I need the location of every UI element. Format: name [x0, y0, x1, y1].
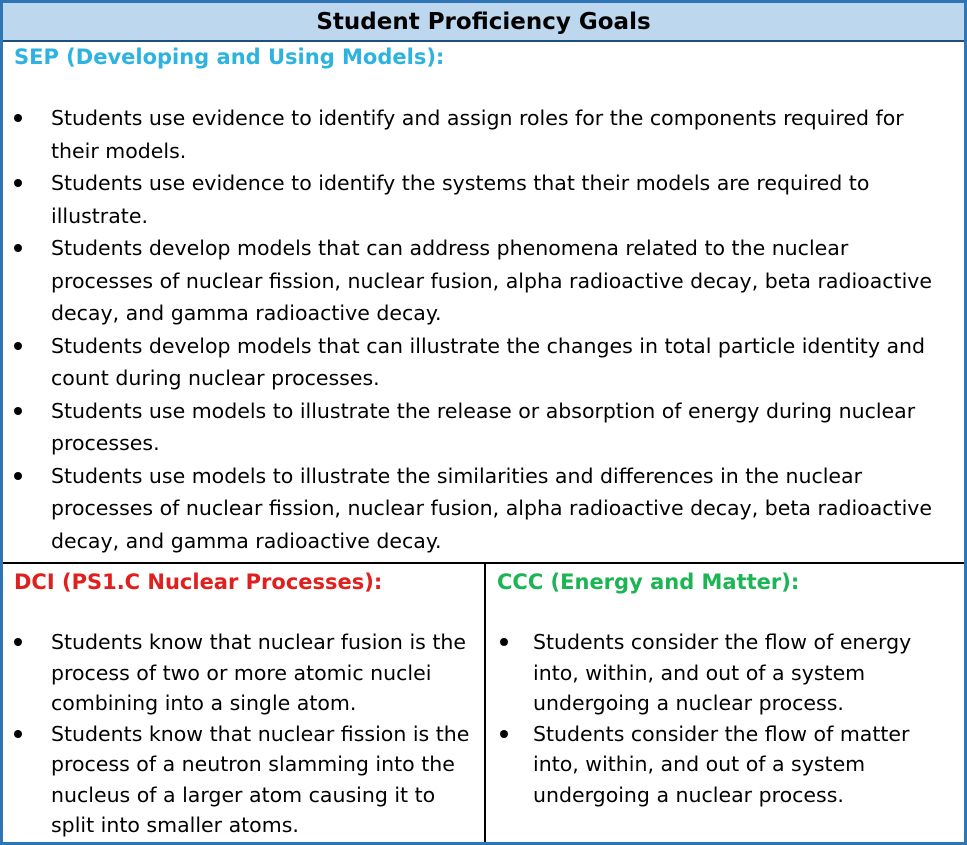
- list-item: [14, 102, 954, 167]
- list-item-text: Students consider the flow of matter into, within, and out of a system undergoing a nuclear process.: [533, 721, 910, 807]
- ccc-list: [497, 627, 957, 810]
- bullet-icon: [14, 638, 22, 646]
- list-item-text: Students use evidence to identify and assign roles for the components required for their models.: [51, 106, 904, 163]
- list-item-text: Students know that nuclear fission is the process of a neutron slamming into the nucleus of a larger atom causing it to split into smaller atoms.: [51, 721, 470, 837]
- ccc-heading: CCC (Energy and Matter):: [497, 570, 800, 594]
- list-item-text: Students use evidence to identify the systems that their models are required to illustrate.: [51, 171, 870, 228]
- sep-heading: SEP (Developing and Using Models):: [14, 45, 445, 69]
- bullet-icon: [14, 342, 22, 350]
- list-item: [497, 719, 957, 811]
- dci-heading: DCI (PS1.C Nuclear Processes):: [14, 570, 383, 594]
- bullet-icon: [14, 472, 22, 480]
- bullet-icon: [14, 179, 22, 187]
- list-item-text: Students develop models that can address phenomena related to the nuclear processes of nuclear fission, nuclear fusion, alpha radioactive decay, beta radioactive decay, and gamma radioactive decay.: [51, 236, 933, 325]
- list-item: [497, 627, 957, 719]
- bullet-icon: [500, 730, 508, 738]
- bullet-icon: [14, 407, 22, 415]
- bullet-icon: [14, 244, 22, 252]
- list-item-text: Students know that nuclear fusion is the process of two or more atomic nuclei combining into a single atom.: [51, 630, 466, 715]
- bullet-icon: [14, 114, 22, 122]
- list-item: [14, 395, 954, 460]
- bullet-icon: [500, 638, 508, 646]
- column-divider: [484, 563, 486, 842]
- list-item-text: Students develop models that can illustrate the changes in total particle identity and count during nuclear processes.: [51, 333, 926, 390]
- list-item: [14, 460, 954, 558]
- list-item: [14, 719, 474, 841]
- list-item-text: Students use models to illustrate the similarities and differences in the nuclear processes of nuclear fission, nuclear fusion, alpha radioactive decay, beta radioactive decay, and gamma radioactive decay.: [51, 463, 933, 553]
- list-item: [14, 232, 954, 330]
- sep-list: [14, 102, 954, 557]
- list-item-text: Students use models to illustrate the release or absorption of energy during nuclear processes.: [51, 398, 916, 455]
- list-item: [14, 330, 954, 395]
- list-item: [14, 167, 954, 232]
- table-title: Student Proficiency Goals: [3, 3, 964, 42]
- list-item-text: Students consider the flow of energy into, within, and out of a system undergoing a nuclear process.: [533, 630, 912, 715]
- bullet-icon: [14, 730, 22, 738]
- list-item: [14, 627, 474, 719]
- dci-list: [14, 627, 474, 841]
